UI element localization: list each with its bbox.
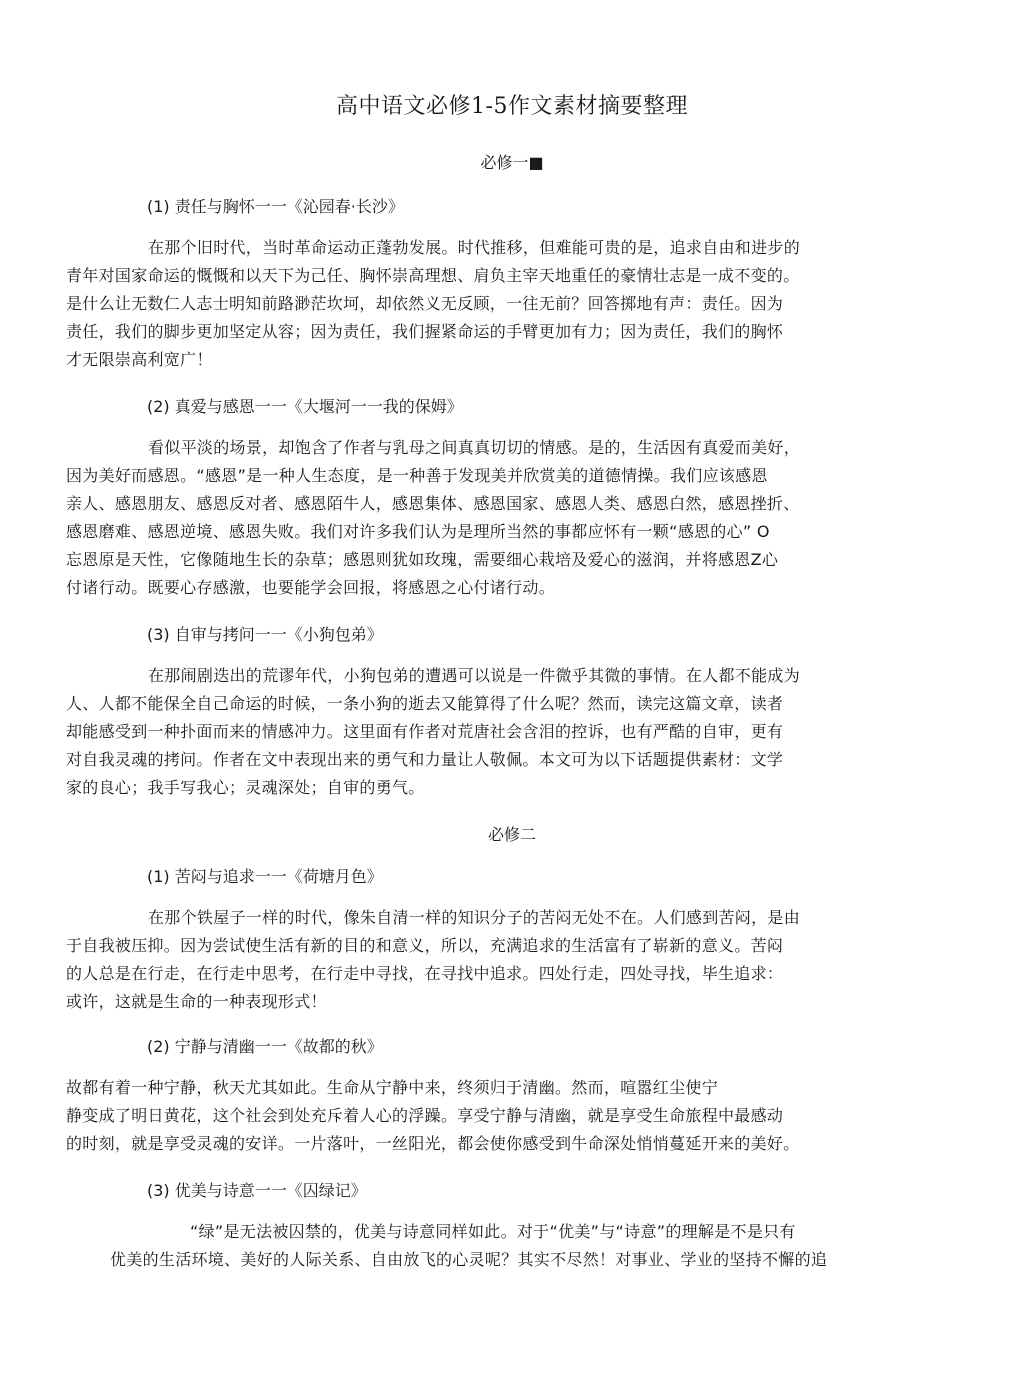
- paragraph-line: 才无限崇高利宽广！: [66, 350, 213, 369]
- paragraph-line: 责任，我们的脚步更加坚定从容；因为责任，我们握紧命运的手臂更加有力；因为责任，我们的胸怀: [66, 322, 784, 341]
- paragraph: [110, 1218, 827, 1274]
- paragraph-line: 因为美好而感恩。“感恩”是一种人生态度，是一种善于发现美并欣赏美的道德情操。我们应该感恩: [66, 466, 768, 485]
- paragraph-line: 静变成了明日黄花，这个社会到处充斥着人心的浮躁。享受宁静与清幽，就是享受生命旅程中最感动: [66, 1106, 784, 1125]
- paragraph: [66, 1074, 800, 1158]
- paragraph-line: 优美的生活环境、美好的人际关系、自由放飞的心灵呢？其实不尽然！对事业、学业的坚持不懈的追: [110, 1250, 828, 1269]
- paragraph-line: 是什么让无数仁人志士明知前路渺茫坎坷，却依然义无反顾，一往无前？回答掷地有声：责任。因为: [66, 294, 784, 313]
- item-heading: (2) 宁静与清幽一一《故都的秋》: [147, 1037, 383, 1056]
- paragraph-line: 的人总是在行走，在行走中思考，在行走中寻找，在寻找中追求。四处行走，四处寻找，毕生追求：: [66, 964, 784, 983]
- paragraph: [66, 904, 800, 1016]
- item-heading: (3) 自审与拷问一一《小狗包弟》: [147, 625, 383, 644]
- item-heading: (3) 优美与诗意一一《囚绿记》: [147, 1181, 367, 1200]
- item-heading: (1) 责任与胸怀一一《沁园春·长沙》: [147, 197, 404, 216]
- paragraph-line: “绿”是无法被囚禁的，优美与诗意同样如此。对于“优美”与“诗意”的理解是不是只有: [190, 1222, 796, 1241]
- paragraph-line: 感恩磨难、感恩逆境、感恩失败。我们对许多我们认为是理所当然的事都应怀有一颗“感恩的心” O: [66, 522, 770, 541]
- paragraph-line: 在那个旧时代，当时革命运动正蓬勃发展。时代推移，但难能可贵的是，追求自由和进步的: [148, 238, 801, 257]
- paragraph: [66, 662, 800, 802]
- paragraph-line: 在那闹剧迭出的荒谬年代，小狗包弟的遭遇可以说是一件微乎其微的事情。在人都不能成为: [148, 666, 801, 685]
- item-heading: (2) 真爱与感恩一一《大堰河一一我的保姆》: [147, 397, 463, 416]
- document-title: 高中语文必修1-5作文素材摘要整理: [336, 94, 688, 119]
- paragraph-line: 或许，这就是生命的一种表现形式！: [66, 992, 327, 1011]
- paragraph-line: 在那个铁屋子一样的时代，像朱自清一样的知识分子的苦闷无处不在。人们感到苦闷，是由: [148, 908, 801, 927]
- section-heading: 必修一■: [480, 153, 544, 172]
- paragraph-line: 家的良心；我手写我心；灵魂深处；自审的勇气。: [66, 778, 425, 797]
- item-heading: (1) 苦闷与追求一一《荷塘月色》: [147, 867, 383, 886]
- paragraph-line: 的时刻，就是享受灵魂的安详。一片落叶，一丝阳光，都会使你感受到牛命深处悄悄蔓延开来的美好。: [66, 1134, 800, 1153]
- paragraph-line: 故都有着一种宁静，秋天尤其如此。生命从宁静中来，终须归于清幽。然而，喧嚣红尘使宁: [66, 1078, 719, 1097]
- paragraph-line: 看似平淡的场景，却饱含了作者与乳母之间真真切切的情感。是的，生活因有真爱而美好，: [148, 438, 801, 457]
- paragraph: [66, 234, 800, 374]
- paragraph-line: 对自我灵魂的拷问。作者在文中表现出来的勇气和力量让人敬佩。本文可为以下话题提供素材：文学: [66, 750, 784, 769]
- paragraph-line: 却能感受到一种扑面而来的情感冲力。这里面有作者对荒唐社会含泪的控诉，也有严酷的自审，更有: [66, 722, 784, 741]
- paragraph-line: 亲人、感恩朋友、感恩反对者、感恩陌牛人，感恩集体、感恩国家、感恩人类、感恩白然，感恩挫折、: [66, 494, 800, 513]
- paragraph: [66, 434, 800, 602]
- paragraph-line: 人、人都不能保全自己命运的时候，一条小狗的逝去又能算得了什么呢？然而，读完这篇文章，读者: [66, 694, 784, 713]
- paragraph-line: 忘恩原是天性，它像随地生长的杂草；感恩则犹如玫瑰，需要细心栽培及爱心的滋润，并将感恩Z心: [66, 550, 779, 569]
- paragraph-line: 青年对国家命运的慨慨和以天下为己任、胸怀崇高理想、肩负主宰天地重任的豪情壮志是一成不变的。: [66, 266, 800, 285]
- section-heading: 必修二: [487, 825, 536, 844]
- paragraph-line: 付诸行动。既要心存感激，也要能学会回报，将感恩之心付诸行动。: [66, 578, 556, 597]
- paragraph-line: 于自我被压抑。因为尝试使生活有新的目的和意义，所以，充满追求的生活富有了崭新的意义。苦闷: [66, 936, 784, 955]
